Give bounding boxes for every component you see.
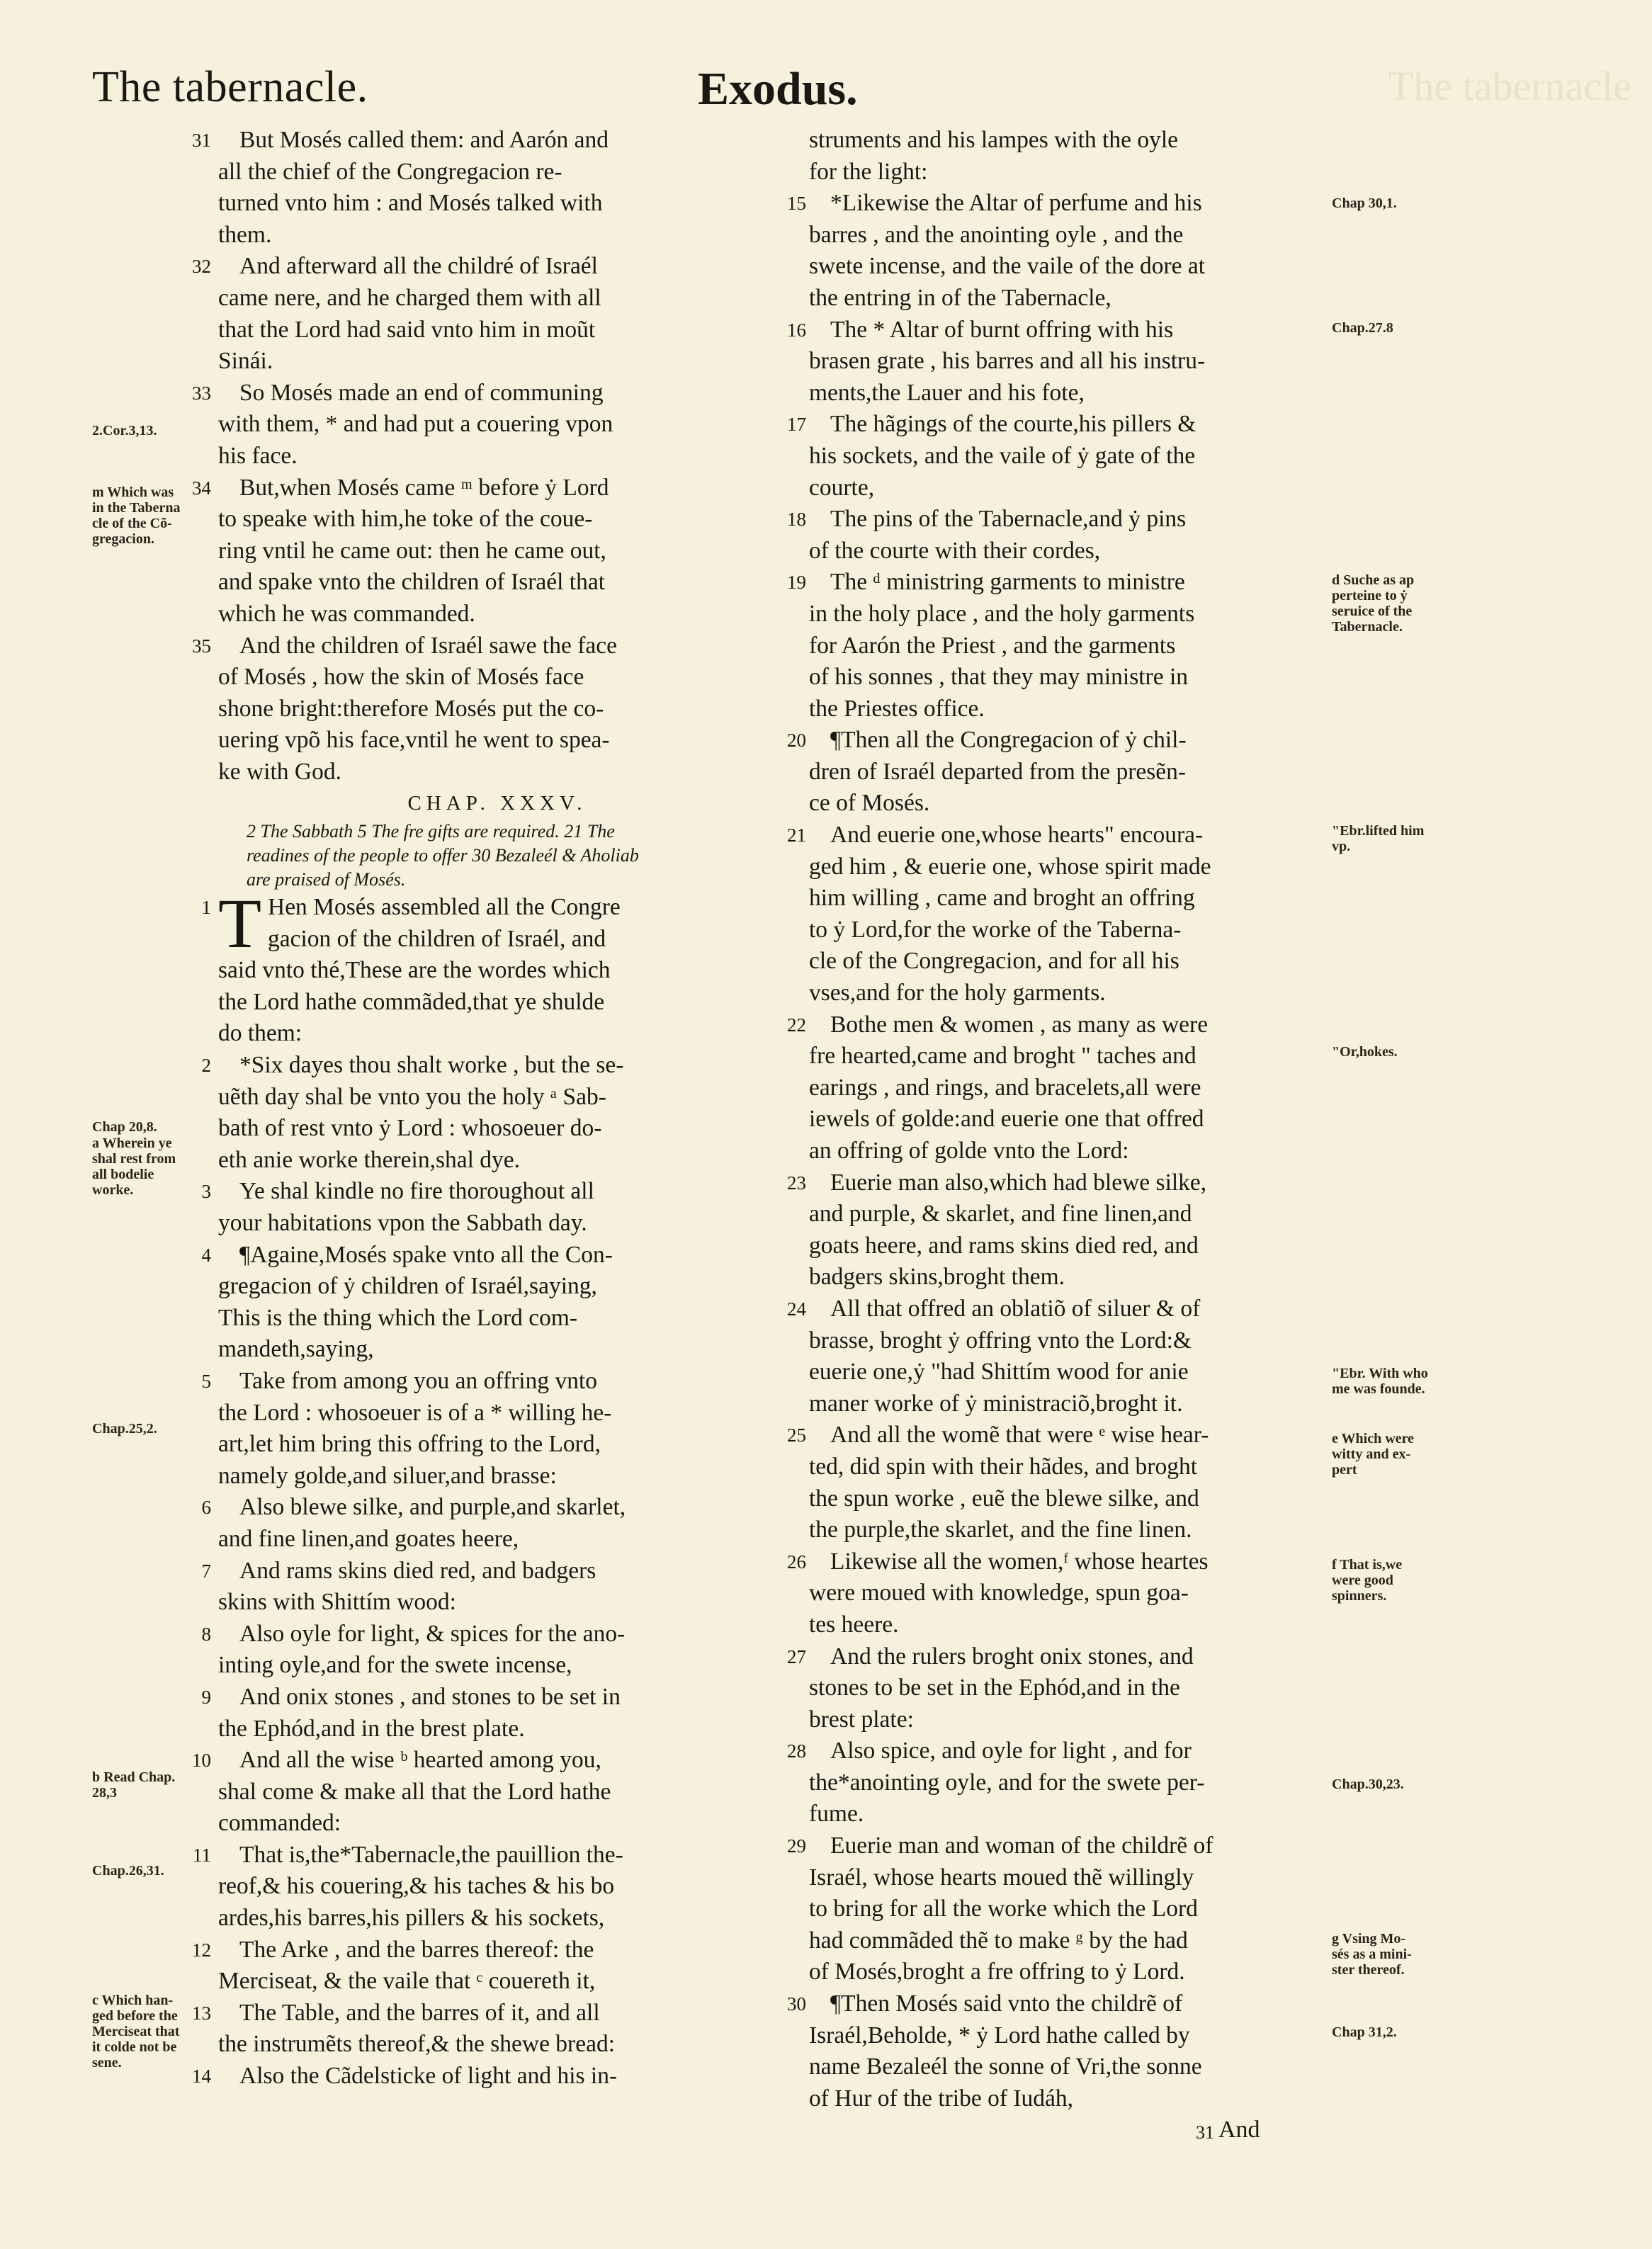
verse bbox=[192, 1934, 776, 1998]
verse-line: *Six dayes thou shalt worke , but the se- bbox=[239, 1052, 624, 1079]
verse-number: 13 bbox=[192, 2002, 211, 2024]
verse-line: Also the Cãdelsticke of light and his in- bbox=[239, 2063, 618, 2090]
chapter-summary bbox=[218, 820, 776, 892]
verse-line: ke with God. bbox=[218, 758, 341, 785]
margin-note-cross-ref: Chap 30,1. bbox=[1332, 196, 1397, 211]
margin-note-d bbox=[1332, 572, 1459, 635]
verse bbox=[787, 188, 1329, 314]
verse-number: 29 bbox=[787, 1835, 806, 1857]
margin-line: sés as a mini- bbox=[1332, 1947, 1412, 1962]
verse-number: 7 bbox=[201, 1560, 211, 1582]
verse bbox=[787, 1009, 1329, 1167]
verse-number: 19 bbox=[787, 572, 806, 594]
verse bbox=[201, 1366, 776, 1492]
verse-number: 17 bbox=[787, 414, 806, 436]
verse-continuation bbox=[809, 125, 1329, 188]
verse-line: Euerie man and woman of the childrẽ of bbox=[830, 1832, 1213, 1859]
verse-line: ¶Then all the Congregacion of ẏ chil- bbox=[830, 727, 1187, 754]
verse-line: So Mosés made an end of communing bbox=[239, 379, 604, 406]
verse-number: 15 bbox=[787, 193, 806, 215]
margin-line: "Ebr. With who bbox=[1332, 1366, 1428, 1381]
margin-note-b bbox=[92, 1769, 234, 1801]
verse-line: vses,and for the holy garments. bbox=[809, 980, 1106, 1007]
verse-line: But,when Mosés came ᵐ before ẏ Lord bbox=[239, 474, 609, 501]
verse-line: fume. bbox=[809, 1801, 864, 1828]
margin-note-f bbox=[1332, 1557, 1459, 1604]
verse-line: earings , and rings, and bracelets,all were bbox=[809, 1074, 1201, 1101]
verse-line: the entring in of the Tabernacle, bbox=[809, 284, 1111, 311]
running-head-left: The tabernacle. bbox=[92, 63, 368, 111]
verse-line: name Bezaleél the sonne of Vri,the sonne bbox=[809, 2053, 1202, 2080]
verse bbox=[192, 1745, 776, 1840]
verse-number: 18 bbox=[787, 509, 806, 531]
verse-line: uering vpõ his face,vntil he went to spea- bbox=[218, 727, 610, 754]
verse bbox=[787, 725, 1329, 820]
verse-line: of Mosés , how the skin of Mosés face bbox=[218, 664, 584, 691]
verse-line: But Mosés called them: and Aarón and bbox=[239, 127, 609, 153]
verse bbox=[192, 630, 776, 788]
summary-line: are praised of Mosés. bbox=[247, 869, 406, 890]
verse-line: to speake with him,he toke of the coue- bbox=[218, 506, 593, 533]
verse-line: came nere, and he charged them with all bbox=[218, 284, 601, 311]
verse bbox=[192, 125, 776, 251]
verse bbox=[201, 1492, 776, 1555]
drop-cap-initial: T bbox=[218, 884, 262, 963]
verse-number: 27 bbox=[787, 1645, 806, 1667]
verse bbox=[192, 2061, 776, 2092]
verse-number: 16 bbox=[787, 319, 806, 341]
verse-line: And the children of Israél sawe the face bbox=[239, 632, 617, 659]
verse-line: Also oyle for light, & spices for the ano- bbox=[239, 1620, 626, 1647]
verse-line: swete incense, and the vaile of the dore at bbox=[809, 253, 1206, 280]
verse-number: 25 bbox=[787, 1424, 806, 1446]
verse-number: 33 bbox=[192, 382, 211, 404]
verse-line: eth anie worke therein,shal dye. bbox=[218, 1146, 521, 1173]
verse bbox=[787, 567, 1329, 725]
margin-note-cross-ref: Chap.25,2. bbox=[92, 1421, 157, 1437]
margin-note-a bbox=[92, 1135, 234, 1198]
verse-line: the Lord hathe commãded,that ye shulde bbox=[218, 988, 605, 1015]
verse-line: the Lord : whosoeuer is of a * willing he- bbox=[218, 1399, 612, 1426]
verse-line: the instrumẽts thereof,& the shewe bread: bbox=[218, 2031, 616, 2058]
verse-line: Euerie man also,which had blewe silke, bbox=[830, 1169, 1207, 1196]
running-head-book: Exodus. bbox=[698, 63, 858, 115]
verse-line: Hen Mosés assembled all the Congre bbox=[268, 894, 621, 921]
margin-note-or: "Or,hokes. bbox=[1332, 1044, 1398, 1060]
verse-line: All that offred an oblatiõ of siluer & of bbox=[830, 1295, 1201, 1322]
verse bbox=[787, 1167, 1329, 1293]
margin-line: spinners. bbox=[1332, 1588, 1387, 1604]
verse-line: shone bright:therefore Mosés put the co- bbox=[218, 695, 604, 722]
verse-line: *Likewise the Altar of perfume and his bbox=[830, 190, 1202, 217]
verse-line: him willing , came and broght an offring bbox=[809, 885, 1195, 912]
verse-number: 3 bbox=[201, 1181, 211, 1203]
verse-line: And rams skins died red, and badgers bbox=[239, 1557, 596, 1584]
verse-line: fre hearted,came and broght " taches and bbox=[809, 1043, 1196, 1070]
verse-line: commanded: bbox=[218, 1810, 341, 1837]
verse bbox=[787, 1830, 1329, 1988]
verse-line: barres , and the anointing oyle , and the bbox=[809, 221, 1184, 248]
margin-note-cross-ref: 2.Cor.3,13. bbox=[92, 423, 157, 438]
summary-line: readines of the people to offer 30 Bezaleél & Aholiab bbox=[247, 845, 639, 866]
verse-line: The Table, and the barres of it, and all bbox=[239, 1999, 600, 2026]
verse bbox=[192, 1998, 776, 2061]
verse-line: And all the womẽ that were ᵉ wise hear- bbox=[830, 1422, 1209, 1449]
verse-line: The hãgings of the courte,his pillers & bbox=[830, 411, 1196, 438]
verse-line: namely golde,and siluer,and brasse: bbox=[218, 1462, 557, 1489]
verse-line: Also blewe silke, and purple,and skarlet, bbox=[239, 1494, 626, 1521]
verse bbox=[787, 409, 1329, 504]
verse-line: for the light: bbox=[809, 158, 928, 185]
verse-line: badgers skins,broght them. bbox=[809, 1264, 1065, 1291]
verse-number: 32 bbox=[192, 256, 211, 278]
verse-number: 26 bbox=[787, 1551, 806, 1573]
margin-note-cross-ref: Chap.30,23. bbox=[1332, 1777, 1404, 1792]
margin-line: seruice of the bbox=[1332, 604, 1413, 619]
verse-line: with them, * and had put a couering vpon bbox=[218, 411, 613, 438]
margin-note-cross-ref: Chap 20,8. bbox=[92, 1119, 157, 1135]
verse-number: 10 bbox=[192, 1750, 211, 1772]
verse-number: 22 bbox=[787, 1014, 806, 1036]
verse-line: said vnto thé,These are the wordes which bbox=[218, 957, 611, 984]
verse-number: 9 bbox=[201, 1686, 211, 1708]
margin-line: m Which was bbox=[92, 485, 174, 500]
margin-line: it colde not be bbox=[92, 2039, 177, 2055]
verse-line: the spun worke , euẽ the blewe silke, and bbox=[809, 1485, 1199, 1512]
verse bbox=[787, 1735, 1329, 1830]
margin-line: b Read Chap. bbox=[92, 1769, 176, 1785]
verse-line: which he was commanded. bbox=[218, 600, 475, 627]
verse-line: all the chief of the Congregacion re- bbox=[218, 158, 562, 185]
verse-line: gregacion of ẏ children of Israél,saying, bbox=[218, 1273, 597, 1300]
verse-line: turned vnto him : and Mosés talked with bbox=[218, 190, 603, 217]
verse-line: the Ephód,and in the brest plate. bbox=[218, 1715, 525, 1742]
verse-line: And afterward all the childré of Israél bbox=[239, 253, 598, 280]
verse-line: and spake vnto the children of Israél that bbox=[218, 569, 606, 596]
verse-line: the purple,the skarlet, and the fine linen. bbox=[809, 1517, 1192, 1543]
verse-line: Take from among you an offring vnto bbox=[239, 1367, 598, 1394]
verse-line: ged him , & euerie one, whose spirit made bbox=[809, 853, 1211, 880]
bleed-through-text: The tabernacle bbox=[1388, 63, 1631, 109]
verse-number: 21 bbox=[787, 825, 806, 846]
verse-line: The Arke , and the barres thereof: the bbox=[239, 1936, 594, 1963]
margin-note-m bbox=[92, 485, 234, 547]
verse-line: them. bbox=[218, 221, 272, 248]
verse-line: uẽth day shal be vnto you the holy ᵃ Sab- bbox=[218, 1083, 606, 1110]
verse-line: dren of Israél departed from the presẽn- bbox=[809, 758, 1187, 785]
verse-number: 23 bbox=[787, 1172, 806, 1194]
verse bbox=[201, 1240, 776, 1366]
margin-line: f That is,we bbox=[1332, 1557, 1403, 1573]
margin-line: witty and ex- bbox=[1332, 1446, 1411, 1462]
verse-line: Also spice, and oyle for light , and for bbox=[830, 1738, 1192, 1764]
verse-line: shal come & make all that the Lord hathe bbox=[218, 1778, 611, 1805]
verse-line: of the courte with their cordes, bbox=[809, 537, 1101, 564]
verse-line: to bring for all the worke which the Lord bbox=[809, 1896, 1198, 1922]
margin-line: were good bbox=[1332, 1573, 1393, 1588]
verse-line: Israél,Beholde, * ẏ Lord hathe called by bbox=[809, 2022, 1190, 2049]
verse bbox=[193, 1840, 776, 1934]
verse-line: stones to be set in the Ephód,and in the bbox=[809, 1675, 1180, 1701]
verse bbox=[201, 884, 776, 1050]
verse-line: brasse, broght ẏ offring vnto the Lord:& bbox=[809, 1327, 1192, 1354]
verse-line: tes heere. bbox=[809, 1611, 899, 1638]
next-verse-number: 31 bbox=[1196, 2122, 1214, 2143]
verse-line: an offring of golde vnto the Lord: bbox=[809, 1138, 1129, 1164]
verse-line: And onix stones , and stones to be set in bbox=[239, 1683, 621, 1710]
verse-line: courte, bbox=[809, 474, 875, 501]
verse-line: Merciseat, & the vaile that ᶜ couereth it, bbox=[218, 1968, 596, 1995]
margin-note-cross-ref: Chap 31,2. bbox=[1332, 2024, 1397, 2040]
verse-number: 14 bbox=[192, 2066, 211, 2087]
margin-note-e bbox=[1332, 1431, 1459, 1478]
verse-line: cle of the Congregacion, and for all his bbox=[809, 948, 1179, 975]
margin-line: cle of the Cõ- bbox=[92, 516, 172, 531]
verse-line: of his sonnes , that they may ministre in bbox=[809, 664, 1189, 691]
verse-line: gacion of the children of Israél, and bbox=[268, 925, 606, 952]
margin-line: all bodelie bbox=[92, 1167, 154, 1182]
verse-line: ring vntil he came out: then he came out, bbox=[218, 537, 606, 564]
verse bbox=[201, 1619, 776, 1682]
verse-line: And the rulers broght onix stones, and bbox=[830, 1643, 1194, 1670]
verse-number: 8 bbox=[201, 1623, 211, 1645]
verse bbox=[192, 378, 776, 472]
margin-line: c Which han- bbox=[92, 1993, 174, 2008]
verse bbox=[201, 1176, 776, 1239]
verse-number: 24 bbox=[787, 1298, 806, 1320]
margin-note-g bbox=[1332, 1931, 1459, 1978]
verse-line: Israél, whose hearts moued thẽ willingly bbox=[809, 1864, 1194, 1891]
margin-line: 28,3 bbox=[92, 1785, 117, 1801]
verse-number: 6 bbox=[201, 1497, 211, 1519]
verse-line: ardes,his barres,his pillers & his sockets, bbox=[218, 1905, 605, 1932]
margin-line: perteine to ẏ bbox=[1332, 588, 1408, 604]
verse-number: 34 bbox=[192, 477, 211, 499]
verse-line: to ẏ Lord,for the worke of the Taberna- bbox=[809, 916, 1182, 943]
verse-line: Sinái. bbox=[218, 348, 273, 375]
verse-line: ted, did spin with their hãdes, and broght bbox=[809, 1453, 1198, 1480]
verse-line: The pins of the Tabernacle,and ẏ pins bbox=[830, 506, 1187, 533]
verse bbox=[192, 251, 776, 377]
verse-line: that the Lord had said vnto him in moũt bbox=[218, 316, 596, 343]
verse-line: ce of Mosés. bbox=[809, 790, 930, 817]
verse-line: his sockets, and the vaile of ẏ gate of the bbox=[809, 442, 1196, 469]
verse-line: goats heere, and rams skins died red, and bbox=[809, 1232, 1199, 1259]
verse-line: in the holy place , and the holy garments bbox=[809, 600, 1195, 627]
verse-line: Ye shal kindle no fire thoroughout all bbox=[239, 1178, 594, 1205]
verse-line: had commãded thẽ to make ᵍ by the had bbox=[809, 1927, 1188, 1954]
verse-line: were moued with knowledge, spun goa- bbox=[809, 1580, 1189, 1607]
verse-number: 28 bbox=[787, 1740, 806, 1762]
verse-line: Bothe men & women , as many as were bbox=[830, 1011, 1209, 1038]
margin-line: me was founde. bbox=[1332, 1381, 1425, 1397]
verse-number: 20 bbox=[787, 730, 806, 752]
margin-note-ebr bbox=[1332, 823, 1459, 854]
margin-line: shal rest from bbox=[92, 1151, 176, 1167]
verse-line: And euerie one,whose hearts" encoura- bbox=[830, 822, 1204, 849]
margin-line: ster thereof. bbox=[1332, 1962, 1405, 1978]
verse-number: 30 bbox=[787, 1993, 806, 2015]
verse-line: ¶Then Mosés said vnto the childrẽ of bbox=[830, 1990, 1183, 2017]
margin-line: g Vsing Mo- bbox=[1332, 1931, 1406, 1947]
margin-line: a Wherein ye bbox=[92, 1135, 172, 1151]
verse-line: your habitations vpon the Sabbath day. bbox=[218, 1210, 587, 1236]
verse-line: inting oyle,and for the swete incense, bbox=[218, 1652, 572, 1679]
verse-line: ments,the Lauer and his fote, bbox=[809, 379, 1085, 406]
verse-line: iewels of golde:and euerie one that offred bbox=[809, 1106, 1204, 1133]
verse bbox=[787, 1546, 1329, 1641]
catchword: And bbox=[1218, 2117, 1260, 2143]
verse bbox=[201, 1050, 776, 1176]
verse-line: and fine linen,and goates heere, bbox=[218, 1525, 519, 1552]
verse bbox=[787, 1988, 1329, 2114]
chapter-heading: CHAP. XXXV. bbox=[407, 792, 587, 815]
verse-number: 2 bbox=[201, 1055, 211, 1077]
verse-line: his face. bbox=[218, 442, 298, 469]
verse-line: for Aarón the Priest , and the garments bbox=[809, 632, 1176, 659]
verse bbox=[787, 1293, 1329, 1420]
verse bbox=[192, 472, 776, 630]
verse-line: of Hur of the tribe of Iudáh, bbox=[809, 2085, 1074, 2112]
verse-line: of Mosés,broght a fre offring to ẏ Lord. bbox=[809, 1959, 1185, 1985]
verse-number: 1 bbox=[201, 897, 211, 919]
margin-line: gregacion. bbox=[92, 531, 154, 547]
verse-line: The * Altar of burnt offring with his bbox=[830, 316, 1174, 343]
verse bbox=[201, 1556, 776, 1619]
verse bbox=[787, 820, 1329, 1009]
verse-line: mandeth,saying, bbox=[218, 1336, 374, 1363]
verse-line: This is the thing which the Lord com- bbox=[218, 1304, 578, 1331]
verse-line: skins with Shittím wood: bbox=[218, 1589, 456, 1616]
verse-number: 5 bbox=[201, 1370, 211, 1392]
verse-line: maner worke of ẏ ministraciõ,broght it. bbox=[809, 1390, 1183, 1417]
margin-line: vp. bbox=[1332, 839, 1351, 854]
margin-line: in the Taberna bbox=[92, 500, 181, 516]
summary-line: 2 The Sabbath 5 The fre gifts are required. 21 The bbox=[247, 821, 615, 842]
verse-line: art,let him bring this offring to the Lord, bbox=[218, 1431, 601, 1458]
verse-line: euerie one,ẏ "had Shittím wood for anie bbox=[809, 1359, 1189, 1386]
verse-line: And all the wise ᵇ hearted among you, bbox=[239, 1747, 601, 1774]
verse bbox=[787, 1641, 1329, 1736]
verse-number: 31 bbox=[192, 130, 211, 151]
margin-line: pert bbox=[1332, 1462, 1357, 1478]
margin-note-cross-ref: Chap.27.8 bbox=[1332, 320, 1393, 336]
verse-line: the*anointing oyle, and for the swete per- bbox=[809, 1769, 1205, 1796]
verse-line: reof,& his couering,& his taches & his bo bbox=[218, 1873, 615, 1900]
margin-line: Merciseat that bbox=[92, 2024, 180, 2039]
running-head bbox=[92, 62, 1332, 119]
left-text-column bbox=[192, 125, 776, 2092]
margin-note-c bbox=[92, 1993, 234, 2070]
verse-line: do them: bbox=[218, 1020, 302, 1047]
margin-note-ebr-2 bbox=[1332, 1366, 1459, 1397]
margin-line: "Ebr.lifted him bbox=[1332, 823, 1425, 839]
verse-line: the Priestes office. bbox=[809, 695, 985, 722]
verse-line: brasen grate , his barres and all his instru- bbox=[809, 348, 1206, 375]
verse-number: 12 bbox=[192, 1939, 211, 1961]
verse-number: 35 bbox=[192, 635, 211, 657]
margin-line: e Which were bbox=[1332, 1431, 1414, 1446]
verse bbox=[787, 504, 1329, 567]
verse-number: 4 bbox=[201, 1244, 211, 1266]
verse-line: The ᵈ ministring garments to ministre bbox=[830, 569, 1185, 596]
verse-line: Likewise all the women,ᶠ whose heartes bbox=[830, 1548, 1209, 1575]
verse-number: 11 bbox=[193, 1844, 211, 1866]
verse-line: ¶Againe,Mosés spake vnto all the Con- bbox=[239, 1241, 613, 1268]
verse-line: struments and his lampes with the oyle bbox=[809, 127, 1179, 153]
margin-line: worke. bbox=[92, 1182, 134, 1198]
right-text-column bbox=[787, 125, 1329, 2114]
verse-line: bath of rest vnto ẏ Lord : whosoeuer do- bbox=[218, 1115, 602, 1142]
margin-line: ged before the bbox=[92, 2008, 178, 2024]
margin-note-cross-ref: Chap.26,31. bbox=[92, 1863, 164, 1879]
verse bbox=[787, 1420, 1329, 1546]
verse bbox=[787, 315, 1329, 409]
verse-line: and purple, & skarlet, and fine linen,and bbox=[809, 1201, 1192, 1228]
margin-line: d Suche as ap bbox=[1332, 572, 1415, 588]
verse bbox=[201, 1682, 776, 1745]
verse-line: That is,the*Tabernacle,the pauillion the- bbox=[239, 1841, 623, 1868]
verse-line: brest plate: bbox=[809, 1706, 914, 1733]
margin-line: Tabernacle. bbox=[1332, 619, 1403, 635]
margin-line: sene. bbox=[92, 2055, 122, 2070]
